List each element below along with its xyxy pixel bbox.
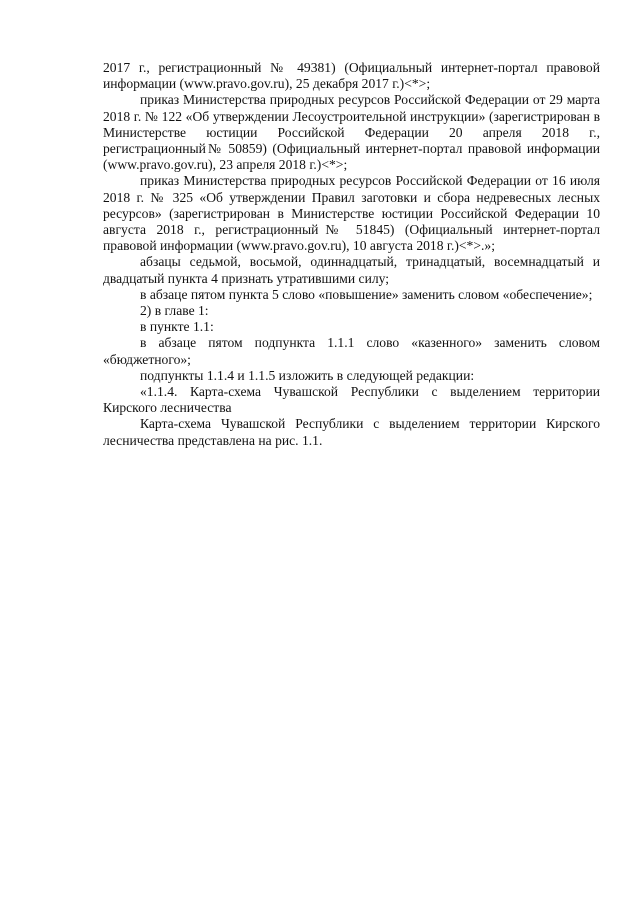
paragraph-item-1-1: в пункте 1.1: <box>140 319 214 335</box>
paragraph-registration-2017: 2017 г., регистрационный № 49381) (Официальный интернет-портал правовой информации (www.pravo.gov.ru), 25 декабря 2017 г.)<*>; <box>103 60 600 92</box>
paragraph-map-description: Карта-схема Чувашской Республики с выделением территории Кирского лесничества представлена на рис. 1.1. <box>103 416 600 448</box>
paragraph-chapter-1: 2) в главе 1: <box>140 303 209 319</box>
paragraph-map-heading: «1.1.4. Карта-схема Чувашской Республики с выделением территории Кирского лесничества <box>103 384 600 416</box>
document-body <box>103 60 600 449</box>
paragraph-invalidate-clauses: абзацы седьмой, восьмой, одиннадцатый, тринадцатый, восемнадцатый и двадцатый пункта 4 признать утратившими силу; <box>103 254 600 286</box>
paragraph-order-325: приказ Министерства природных ресурсов Российской Федерации от 16 июля 2018 г. № 325 «Об утверждении Правил заготовки и сбора недревесных лесных ресурсов» (зарегистрирован в Министерстве юстиции Российской Федерации 10 августа 2018 г., регистрационный№ 51845) (Официальный интернет-портал правовой информации (www.pravo.gov.ru), 10 августа 2018 г.)<*>.»; <box>103 173 600 254</box>
paragraph-new-edition: подпункты 1.1.4 и 1.1.5 изложить в следующей редакции: <box>140 367 475 383</box>
paragraph-order-122: приказ Министерства природных ресурсов Российской Федерации от 29 марта 2018 г. № 122 «Об утверждении Лесоустроительной инструкции» (зарегистрирован в Министерстве юстиции Российской Федерации 20 апреля 2018 г., регистрационный№ 50859) (Официальный интернет-портал правовой информации (www.pravo.gov.ru), 23 апреля 2018 г.)<*>; <box>103 92 600 173</box>
paragraph-replace-word-5: в абзаце пятом пункта 5 слово «повышение» заменить словом «обеспечение»; <box>140 286 593 302</box>
paragraph-replace-word-1-1-1: в абзаце пятом подпункта 1.1.1 слово «казенного» заменить словом «бюджетного»; <box>103 335 600 367</box>
